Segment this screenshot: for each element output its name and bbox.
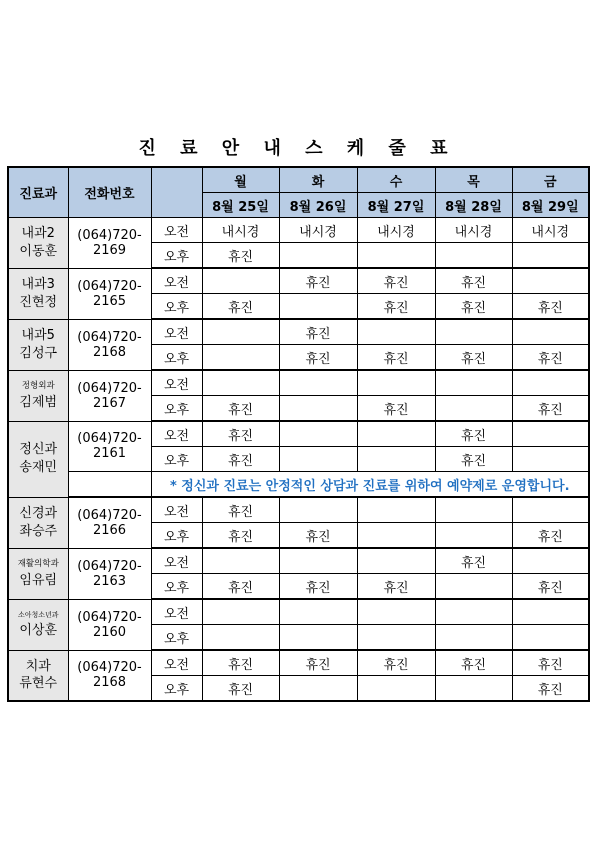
schedule-cell	[435, 523, 512, 549]
schedule-header	[8, 167, 589, 218]
dept-cell	[8, 650, 68, 701]
phone-cell: (064)720-2161	[68, 421, 151, 472]
period-cell: 오후	[151, 243, 202, 269]
dept-cell	[8, 370, 68, 421]
schedule-cell	[435, 243, 512, 269]
schedule-cell	[512, 447, 589, 472]
period-cell: 오전	[151, 599, 202, 625]
schedule-cell: 휴진	[512, 345, 589, 371]
schedule-cell	[512, 319, 589, 345]
schedule-cell	[279, 676, 357, 702]
schedule-cell: 휴진	[357, 396, 435, 422]
schedule-cell	[357, 523, 435, 549]
schedule-cell: 휴진	[512, 650, 589, 676]
schedule-cell	[279, 497, 357, 523]
period-cell: 오전	[151, 218, 202, 243]
doctor-name: 류현수	[19, 676, 58, 692]
phone-cell: (064)720-2165	[68, 268, 151, 319]
schedule-cell	[512, 370, 589, 396]
dept-cell	[8, 218, 68, 269]
schedule-cell	[512, 268, 589, 294]
phone-cell: (064)720-2160	[68, 599, 151, 650]
dept-cell	[8, 599, 68, 650]
schedule-cell	[202, 599, 279, 625]
table-row	[8, 599, 589, 625]
dept-cell	[8, 268, 68, 319]
schedule-cell	[512, 548, 589, 574]
schedule-cell: 휴진	[202, 243, 279, 269]
schedule-cell: 휴진	[357, 294, 435, 320]
table-row	[8, 268, 589, 294]
header-date: 8월 26일	[279, 193, 357, 218]
page-title: 진 료 안 내 스 케 줄 표	[138, 138, 457, 159]
header-day: 수	[357, 167, 435, 193]
period-cell: 오전	[151, 268, 202, 294]
phone-cell: (064)720-2168	[68, 319, 151, 370]
schedule-cell: 휴진	[279, 319, 357, 345]
schedule-cell	[512, 497, 589, 523]
schedule-cell	[435, 319, 512, 345]
schedule-cell	[435, 625, 512, 651]
schedule-cell: 휴진	[279, 345, 357, 371]
doctor-name: 이상훈	[19, 623, 58, 639]
schedule-cell: 휴진	[279, 268, 357, 294]
table-row	[8, 370, 589, 396]
schedule-cell	[435, 370, 512, 396]
doctor-name: 김제범	[19, 394, 58, 410]
schedule-cell	[279, 447, 357, 472]
schedule-cell: 휴진	[435, 421, 512, 447]
schedule-cell: 휴진	[512, 523, 589, 549]
schedule-cell	[279, 548, 357, 574]
dept-cell	[8, 421, 68, 497]
schedule-cell	[357, 447, 435, 472]
table-row	[8, 319, 589, 345]
schedule-cell: 휴진	[357, 268, 435, 294]
header-day: 금	[512, 167, 589, 193]
schedule-cell	[357, 676, 435, 702]
schedule-cell	[512, 599, 589, 625]
doctor-name: 좌승주	[19, 523, 58, 539]
schedule-cell: 휴진	[435, 268, 512, 294]
header-day: 월	[202, 167, 279, 193]
period-cell: 오후	[151, 447, 202, 472]
table-row	[8, 548, 589, 574]
schedule-cell	[202, 625, 279, 651]
header-day: 목	[435, 167, 512, 193]
schedule-cell: 휴진	[279, 650, 357, 676]
header-day: 화	[279, 167, 357, 193]
doctor-name: 이동훈	[19, 243, 58, 259]
schedule-cell	[357, 548, 435, 574]
dept-name: 치과	[25, 658, 51, 674]
doctor-name: 임유림	[19, 572, 58, 588]
doctor-name: 진현정	[19, 294, 58, 310]
schedule-cell	[279, 370, 357, 396]
schedule-cell: 휴진	[512, 574, 589, 600]
schedule-cell	[512, 625, 589, 651]
period-cell: 오후	[151, 574, 202, 600]
header-date: 8월 25일	[202, 193, 279, 218]
schedule-cell	[435, 599, 512, 625]
phone-cell: (064)720-2168	[68, 650, 151, 701]
schedule-cell: 휴진	[512, 676, 589, 702]
schedule-cell	[357, 319, 435, 345]
schedule-cell	[202, 268, 279, 294]
schedule-cell	[512, 243, 589, 269]
schedule-cell: 휴진	[435, 447, 512, 472]
schedule-cell	[202, 319, 279, 345]
table-row	[8, 218, 589, 243]
dept-cell	[8, 548, 68, 599]
dept-name: 재활의학과	[17, 558, 59, 569]
period-cell: 오전	[151, 319, 202, 345]
period-cell: 오후	[151, 625, 202, 651]
period-cell: 오전	[151, 548, 202, 574]
schedule-cell: 휴진	[357, 345, 435, 371]
table-row	[8, 650, 589, 676]
schedule-cell	[512, 421, 589, 447]
note-row	[8, 472, 589, 498]
schedule-cell: 내시경	[357, 218, 435, 243]
schedule-cell	[357, 625, 435, 651]
table-row	[8, 421, 589, 447]
period-cell: 오후	[151, 345, 202, 371]
schedule-cell	[357, 243, 435, 269]
doctor-name: 김성구	[19, 345, 58, 361]
dept-name: 정형외과	[21, 380, 55, 391]
schedule-cell: 휴진	[435, 650, 512, 676]
schedule-cell	[279, 243, 357, 269]
schedule-cell: 내시경	[279, 218, 357, 243]
schedule-cell: 휴진	[202, 497, 279, 523]
schedule-cell	[357, 497, 435, 523]
schedule-cell	[357, 421, 435, 447]
schedule-cell	[435, 396, 512, 422]
schedule-cell: 휴진	[202, 421, 279, 447]
schedule-cell: 내시경	[435, 218, 512, 243]
schedule-cell	[435, 676, 512, 702]
note-spacer	[68, 472, 151, 498]
schedule-cell: 휴진	[202, 396, 279, 422]
period-cell: 오후	[151, 396, 202, 422]
schedule-cell: 휴진	[202, 447, 279, 472]
schedule-cell	[435, 574, 512, 600]
schedule-cell	[279, 625, 357, 651]
schedule-cell: 내시경	[202, 218, 279, 243]
schedule-cell: 휴진	[202, 574, 279, 600]
header-date: 8월 28일	[435, 193, 512, 218]
schedule-cell: 휴진	[279, 574, 357, 600]
phone-cell: (064)720-2163	[68, 548, 151, 599]
schedule-cell: 휴진	[357, 574, 435, 600]
period-cell: 오전	[151, 497, 202, 523]
dept-name: 정신과	[19, 442, 58, 458]
period-cell: 오후	[151, 523, 202, 549]
dept-cell	[8, 319, 68, 370]
table-row	[8, 497, 589, 523]
header-phone: 전화번호	[68, 167, 151, 218]
schedule-cell	[279, 421, 357, 447]
schedule-cell: 내시경	[512, 218, 589, 243]
schedule-cell	[357, 370, 435, 396]
header-period	[151, 167, 202, 218]
schedule-cell: 휴진	[357, 650, 435, 676]
dept-name: 내과3	[21, 276, 55, 292]
schedule-table	[7, 166, 590, 702]
schedule-cell: 휴진	[435, 345, 512, 371]
period-cell: 오전	[151, 650, 202, 676]
phone-cell: (064)720-2169	[68, 218, 151, 269]
dept-name: 내과2	[21, 226, 55, 242]
phone-cell: (064)720-2166	[68, 497, 151, 548]
dept-name: 신경과	[19, 505, 58, 521]
schedule-cell	[279, 396, 357, 422]
schedule-cell: 휴진	[435, 294, 512, 320]
period-cell: 오후	[151, 294, 202, 320]
schedule-cell: 휴진	[435, 548, 512, 574]
schedule-cell: 휴진	[202, 650, 279, 676]
schedule-body	[8, 218, 589, 702]
phone-cell: (064)720-2167	[68, 370, 151, 421]
doctor-name: 송재민	[19, 460, 58, 475]
schedule-cell	[279, 294, 357, 320]
period-cell: 오전	[151, 421, 202, 447]
schedule-cell: 휴진	[202, 676, 279, 702]
schedule-cell: 휴진	[512, 396, 589, 422]
dept-name: 내과5	[21, 327, 55, 343]
schedule-cell	[202, 548, 279, 574]
dept-name: 소아청소년과	[17, 611, 59, 620]
schedule-cell: 휴진	[202, 523, 279, 549]
schedule-cell	[202, 370, 279, 396]
period-cell: 오후	[151, 676, 202, 702]
schedule-cell	[435, 497, 512, 523]
period-cell: 오전	[151, 370, 202, 396]
schedule-cell	[202, 345, 279, 371]
header-date: 8월 29일	[512, 193, 589, 218]
header-dept: 진료과	[8, 167, 68, 218]
schedule-cell	[279, 599, 357, 625]
dept-cell	[8, 497, 68, 548]
schedule-cell: 휴진	[512, 294, 589, 320]
schedule-cell: 휴진	[279, 523, 357, 549]
header-date: 8월 27일	[357, 193, 435, 218]
schedule-cell: 휴진	[202, 294, 279, 320]
reservation-note: * 정신과 진료는 안정적인 상담과 진료를 위하여 예약제로 운영합니다.	[151, 472, 589, 498]
schedule-cell	[357, 599, 435, 625]
